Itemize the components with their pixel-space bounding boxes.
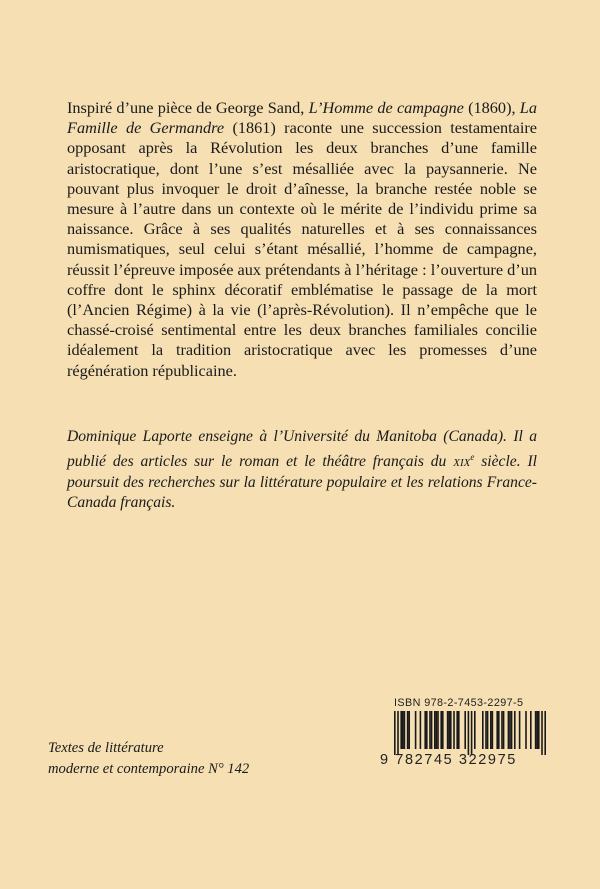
collection-info [48, 738, 308, 779]
barcode-bar [541, 711, 543, 755]
novel-title: La Famille de Germandre [67, 98, 537, 138]
barcode-bar [525, 711, 527, 749]
barcode-bar [514, 711, 516, 749]
barcode-bar [535, 711, 537, 749]
author-bio [67, 427, 537, 514]
play-title: L’Homme de campagne [308, 98, 464, 117]
barcode-bar [456, 711, 458, 749]
barcode-bar [400, 711, 402, 749]
barcode-bar [482, 711, 484, 749]
barcode-bar [490, 711, 492, 749]
summary-year: (1860), [463, 98, 520, 117]
barcode-bar [485, 711, 487, 749]
isbn-barcode-block [380, 697, 556, 772]
barcode-bar [424, 711, 426, 749]
barcode-bar [474, 711, 476, 749]
barcode-bar [453, 711, 455, 749]
barcode-bar [496, 711, 498, 749]
summary-intro: Inspiré d’une pièce de George Sand, [67, 98, 309, 117]
barcode-bar [394, 711, 396, 755]
barcode-bar [440, 711, 442, 749]
collection-line-2: moderne et contemporaine N° 142 [48, 760, 250, 777]
isbn-digits: 9 782745 322975 [380, 752, 517, 768]
barcode-bar [544, 711, 546, 755]
barcode-bar [471, 711, 473, 755]
barcode-bar [442, 711, 444, 749]
barcode-bar [501, 711, 503, 749]
bio-text-start: Dominique Laporte enseigne à l’Université du Manitoba (Canada). Il a publié des articles sur le roman et le théâtre français du [67, 428, 537, 471]
bio-text-end: siècle. Il poursuit des recherches sur la littérature populaire et les relations France-Canada français. [67, 453, 538, 512]
barcode-bar [448, 711, 450, 749]
barcode-bar [429, 711, 431, 749]
barcode [390, 711, 550, 755]
barcode-bar [415, 711, 417, 749]
barcode-bar [426, 711, 428, 749]
barcode-bar [458, 711, 460, 749]
barcode-bar [436, 711, 438, 749]
barcode-bar [508, 711, 510, 749]
barcode-bar [492, 711, 494, 749]
barcode-bar [420, 711, 422, 749]
barcode-bar [464, 711, 466, 749]
barcode-bar [434, 711, 436, 749]
barcode-bar [450, 711, 452, 749]
barcode-bar [511, 711, 513, 749]
barcode-bar [468, 711, 470, 755]
barcode-bar [397, 711, 399, 755]
barcode-bar [503, 711, 505, 749]
barcode-bar [447, 711, 449, 749]
century-suffix: e [470, 452, 475, 463]
barcode-bar [538, 711, 540, 749]
back-cover-summary [67, 98, 537, 381]
summary-body: (1861) raconte une succession testamentaire opposant après la Révolution les deux branches d’une famille aristocratique, dont l’une s’est mésalliée avec la paysannerie. Ne pouvant plus invoquer le droit d’aînesse, la branche restée noble se mesure à l’autre dans un contexte où le mérite de l’individu prime sa naissance. Grâce à ses qualités naturelles et à ses connaissances numismatiques, seul celui s’étant mésallié, l’homme de campagne, réussit l’épreuve imposée aux prétendants à l’héritage : l’ouverture d’un coffre dont le sphinx décoratif emblématise le passage de la mort (l’Ancien Régime) à la vie (l’après-Révolution). Il n’empêche que le chassé-croisé sentimental entre les deux branches familiales concilie idéalement la tradition aristocratique avec les promesses d’une régénération républicaine. [67, 118, 538, 380]
barcode-bar [509, 711, 511, 749]
barcode-bar [437, 711, 439, 749]
barcode-bar [498, 711, 500, 749]
barcode-bar [407, 711, 409, 749]
barcode-bar [530, 711, 532, 749]
barcode-bar [487, 711, 489, 749]
barcode-bar [404, 711, 406, 749]
century-numeral: xix [453, 453, 471, 471]
barcode-bar [402, 711, 404, 749]
barcode-bar [431, 711, 433, 749]
barcode-bar [408, 711, 410, 749]
barcode-bar [519, 711, 521, 749]
collection-line-1: Textes de littérature [48, 740, 164, 756]
barcode-bar [536, 711, 538, 749]
isbn-label: ISBN 978-2-7453-2297-5 [394, 697, 524, 709]
summary-paragraph [67, 98, 537, 381]
